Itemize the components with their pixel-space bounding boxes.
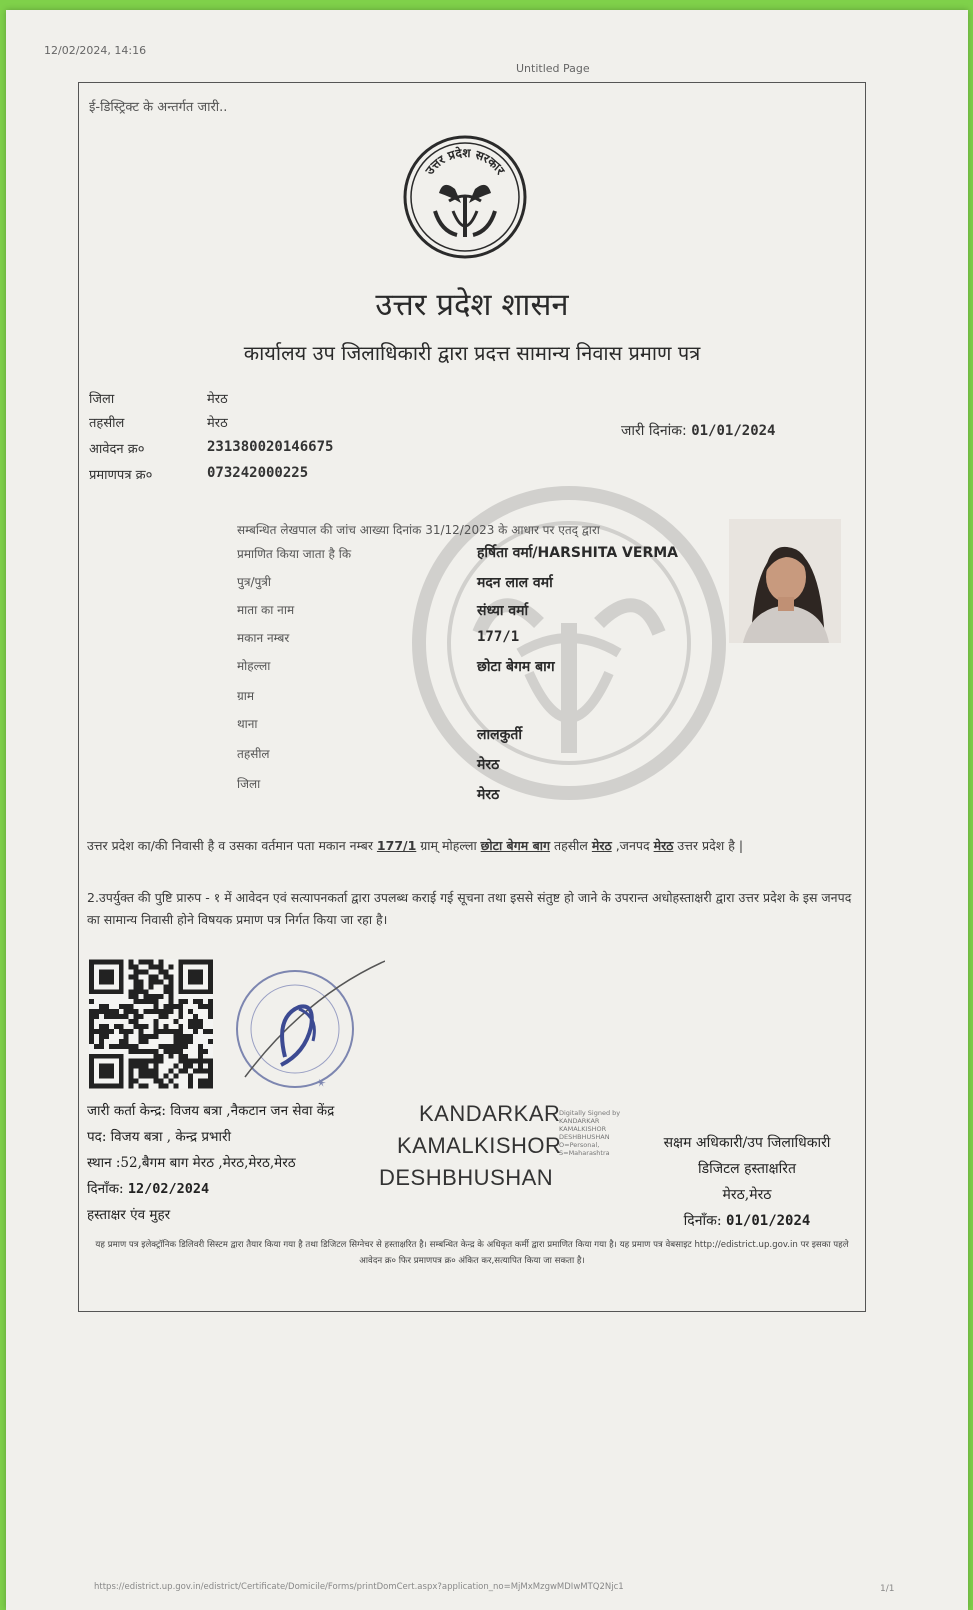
authority-date-label: दिनाँक: bbox=[683, 1213, 722, 1229]
issue-date bbox=[621, 421, 776, 440]
issued-under-note: ई-डिस्ट्रिक्ट के अन्तर्गत जारी.. bbox=[89, 100, 228, 115]
page-number: 1/1 bbox=[880, 1584, 895, 1594]
detail-label-district: जिला bbox=[237, 777, 261, 791]
office-stamp-signature-icon bbox=[215, 957, 385, 1107]
certificate-frame bbox=[78, 82, 866, 1312]
meta-value-district: मेरठ bbox=[207, 392, 228, 407]
detail-label-child-of: पुत्र/पुत्री bbox=[237, 575, 272, 589]
detail-label-mother: माता का नाम bbox=[237, 603, 295, 617]
certificate-paper bbox=[6, 10, 968, 1610]
para1-text-2: ग्राम् मोहल्ला bbox=[416, 838, 481, 853]
qr-code-icon[interactable] bbox=[89, 959, 213, 1089]
para1-house-no: 177/1 bbox=[376, 838, 417, 853]
para1-tehsil: मेरठ bbox=[591, 838, 612, 853]
issuer-date-label: दिनाँक: bbox=[87, 1181, 124, 1197]
detail-value-name: हर्षिता वर्मा/HARSHITA VERMA bbox=[477, 545, 678, 561]
detail-value-mother: संध्या वर्मा bbox=[477, 603, 529, 619]
para1-district: मेरठ bbox=[653, 838, 674, 853]
authority-title: सक्षम अधिकारी/उप जिलाधिकारी bbox=[663, 1135, 831, 1151]
detail-value-father: मदन लाल वर्मा bbox=[477, 575, 553, 591]
meta-label-tehsil: तहसील bbox=[89, 416, 125, 431]
detail-label-tehsil: तहसील bbox=[237, 747, 270, 761]
print-page-title: Untitled Page bbox=[516, 62, 590, 75]
authority-digital-sign: डिजिटल हस्ताक्षरित bbox=[698, 1161, 796, 1177]
digital-signature-note: Digitally Signed by KANDARKAR KAMALKISHOR DESHBHUSHAN O=Personal, S=Maharashtra bbox=[559, 1109, 621, 1157]
government-title: उत्तर प्रदेश शासन bbox=[375, 287, 569, 323]
svg-text:✶: ✶ bbox=[313, 1074, 330, 1092]
detail-label-house-no: मकान नम्बर bbox=[237, 631, 290, 645]
meta-value-application-no: 231380020146675 bbox=[207, 439, 334, 455]
para1-text-1: उत्तर प्रदेश का/की निवासी है व उसका वर्तमान पता मकान नम्बर bbox=[87, 838, 377, 853]
detail-value-house-no: 177/1 bbox=[477, 629, 520, 645]
applicant-photo bbox=[729, 519, 841, 643]
issue-date-label: जारी दिनांक: bbox=[621, 423, 687, 439]
meta-label-district: जिला bbox=[89, 392, 115, 407]
verification-footnote: यह प्रमाण पत्र इलेक्ट्रॉनिक डिलिवरी सिस्टम द्वारा तैयार किया गया है तथा डिजिटल सिग्नेचर से हस्ताक्षरित है। सम्बन्धित केन्द्र के अधिकृत कर्मी द्वारा प्रमाणित किया गया है। यह प्रमाण पत्र वेबसाइट http://edistrict.up.gov.in पर इसका पहले आवेदन क्र० फिर प्रमाणपत्र क्र० अंकित कर,सत्यापित किया जा सकता है। bbox=[95, 1240, 849, 1266]
svg-text:उत्तर प्रदेश सरकार bbox=[422, 146, 508, 178]
residence-paragraph bbox=[87, 835, 857, 857]
authority-place: मेरठ,मेरठ bbox=[722, 1187, 772, 1203]
meta-label-certificate-no: प्रमाणपत्र क्र० bbox=[89, 468, 153, 483]
verification-intro: सम्बन्धित लेखपाल की जांच आख्या दिनांक 31/12/2023 के आधार पर एतद् द्वारा bbox=[237, 523, 600, 537]
authority-date-value: 01/01/2024 bbox=[726, 1213, 811, 1229]
para1-text-3: तहसील bbox=[549, 838, 592, 853]
para1-text-5: उत्तर प्रदेश है | bbox=[673, 838, 744, 853]
issuer-date-value: 12/02/2024 bbox=[127, 1181, 210, 1197]
signer-name-line3: DESHBHUSHAN bbox=[379, 1165, 554, 1190]
issuer-date bbox=[87, 1179, 209, 1197]
meta-label-application-no: आवेदन क्र० bbox=[89, 442, 145, 457]
signer-name-line2: KAMALKISHOR bbox=[397, 1133, 562, 1158]
detail-label-police-station: थाना bbox=[237, 717, 258, 731]
up-emblem-icon bbox=[399, 131, 531, 263]
issue-date-value: 01/01/2024 bbox=[691, 423, 776, 439]
authority-date bbox=[637, 1211, 857, 1230]
detail-label-certified: प्रमाणित किया जाता है कि bbox=[237, 547, 352, 561]
para1-mohalla: छोटा बेगम बाग bbox=[480, 838, 550, 853]
meta-value-tehsil: मेरठ bbox=[207, 416, 228, 431]
detail-label-village: ग्राम bbox=[237, 689, 255, 703]
issuer-center: जारी कर्ता केन्द्र: विजय बत्रा ,नैकटान जन सेवा केंद्र bbox=[87, 1103, 335, 1119]
issuer-sign-label: हस्ताक्षर एंव मुहर bbox=[87, 1207, 171, 1223]
detail-value-tehsil: मेरठ bbox=[477, 757, 500, 773]
issuer-place: स्थान :52,बैगम बाग मेरठ ,मेरठ,मेरठ,मेरठ bbox=[87, 1155, 296, 1171]
issuer-post: पद: विजय बत्रा , केन्द्र प्रभारी bbox=[87, 1129, 232, 1145]
meta-value-certificate-no: 073242000225 bbox=[207, 465, 309, 481]
confirmation-paragraph: 2.उपर्युक्त की पुष्टि प्रारुप - १ में आवेदन एवं सत्यापनकर्ता द्वारा उपलब्ध कराई गई सूचना तथा इससे संतुष्ट हो जाने के उपरान्त अधोहस्ताक्षरी द्वारा उत्तर प्रदेश के इस जनपद का सामान्य निवासी होने विषयक प्रमाण पत्र निर्गत किया जा रहा है। bbox=[87, 890, 852, 927]
page-url[interactable]: https://edistrict.up.gov.in/edistrict/Certificate/Domicile/Forms/printDomCert.aspx?application_no=MjMxMzgwMDIwMTQ2Njc1 bbox=[94, 1582, 624, 1592]
signer-name-line1: KANDARKAR bbox=[419, 1101, 561, 1126]
applicant-photo-image bbox=[729, 519, 841, 643]
detail-label-mohalla: मोहल्ला bbox=[237, 659, 271, 673]
para1-text-4: ,जनपद bbox=[611, 838, 654, 853]
print-timestamp: 12/02/2024, 14:16 bbox=[44, 44, 147, 57]
certificate-title: कार्यालय उप जिलाधिकारी द्वारा प्रदत्त सामान्य निवास प्रमाण पत्र bbox=[243, 341, 701, 365]
detail-value-mohalla: छोटा बेगम बाग bbox=[477, 659, 555, 675]
detail-value-police-station: लालकुर्ती bbox=[477, 727, 522, 743]
detail-value-district: मेरठ bbox=[477, 787, 500, 803]
emblem-text: उत्तर प्रदेश सरकार bbox=[422, 145, 508, 178]
